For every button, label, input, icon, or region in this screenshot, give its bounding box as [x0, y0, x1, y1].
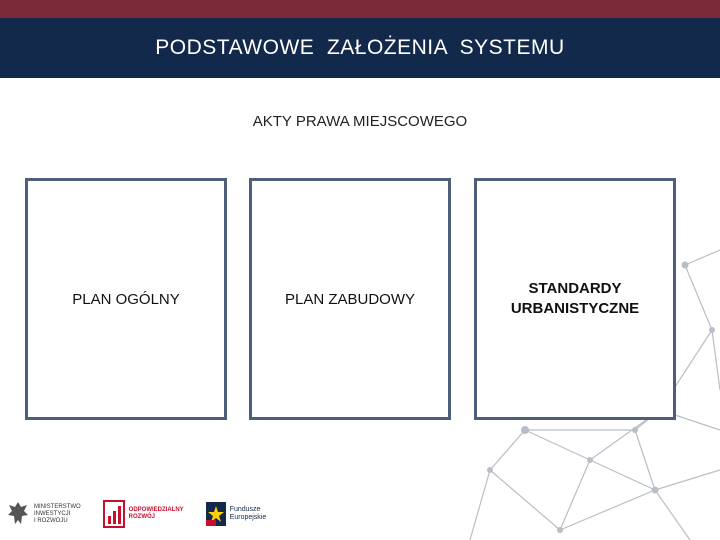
logo-line2: Europejskie — [229, 514, 267, 521]
ministry-name-line2: INWESTYCJI — [34, 510, 71, 517]
plan-ogolny-box — [25, 178, 227, 420]
bar-chart-logo-icon — [103, 500, 125, 528]
top-accent-stripe — [0, 0, 720, 18]
box-label: STANDARDY URBANISTYCZNE — [510, 280, 640, 317]
box-label: PLAN OGÓLNY — [72, 290, 180, 308]
ministry-logo — [6, 499, 81, 529]
box-label: PLAN ZABUDOWY — [284, 290, 416, 308]
plan-zabudowy-box — [249, 178, 451, 420]
ministry-name-line3: I ROZWOJU — [34, 517, 68, 524]
logo-line1: Fundusze — [229, 506, 261, 513]
standardy-urbanistyczne-box — [474, 178, 676, 420]
odpowiedzialny-rozwoj-logo — [103, 500, 184, 528]
logo-line1: ODPOWIEDZIALNY — [128, 507, 184, 513]
ministry-name-line1: MINISTERSTWO — [34, 503, 81, 510]
eu-funds-star-icon — [206, 502, 226, 526]
footer-logos — [6, 492, 288, 536]
page-title: PODSTAWOWE ZAŁOŻENIA SYSTEMU — [155, 36, 565, 59]
logo-line2: ROZWÓJ — [128, 514, 156, 520]
fundusze-europejskie-logo — [206, 502, 267, 526]
section-subtitle: AKTY PRAWA MIEJSCOWEGO — [252, 113, 468, 130]
eagle-emblem-icon — [6, 499, 30, 529]
header-band — [0, 18, 720, 78]
